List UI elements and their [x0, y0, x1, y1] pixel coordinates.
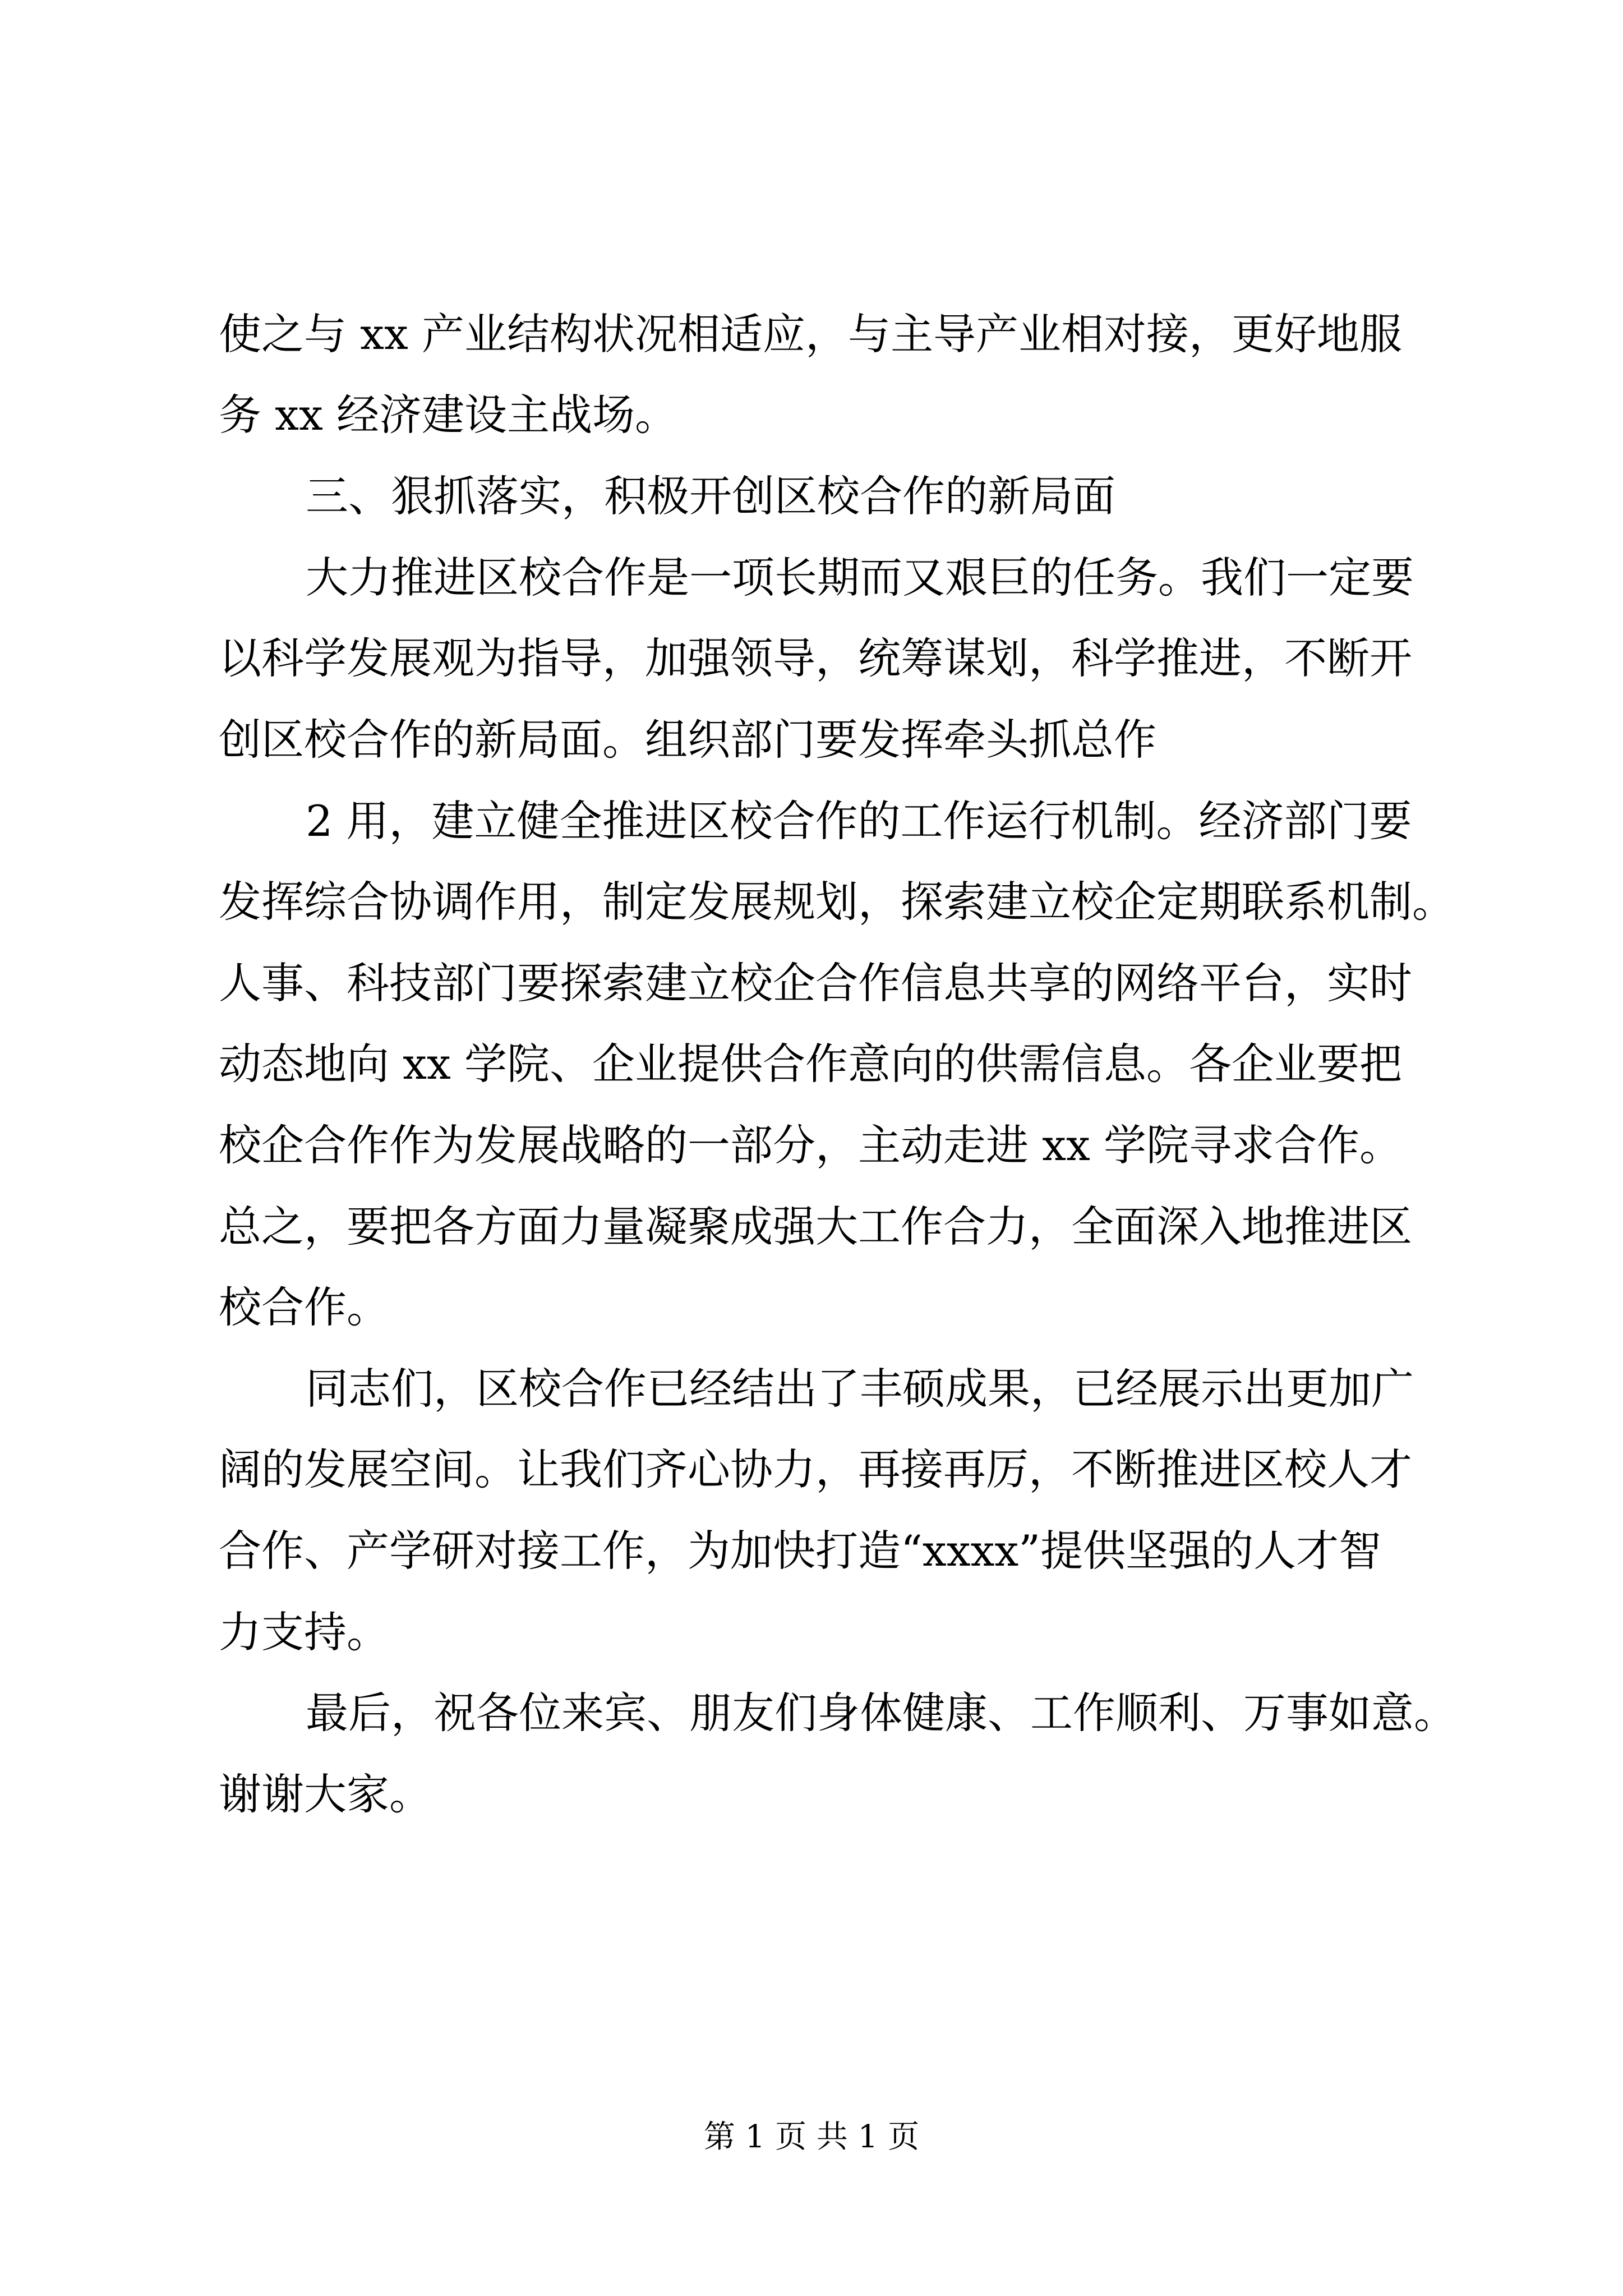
body-text-line: 阔的发展空间。让我们齐心协力，再接再厉，不断推进区校人才: [219, 1444, 1412, 1494]
body-text-line: 总之，要把各方面力量凝聚成强大工作合力，全面深入地推进区: [219, 1202, 1412, 1251]
body-text-line: 以科学发展观为指导，加强领导，统筹谋划，科学推进，不断开: [219, 633, 1412, 683]
section-heading: 三、狠抓落实，积极开创区校合作的新局面: [306, 471, 1115, 521]
body-text-line: 力支持。: [219, 1607, 389, 1657]
body-text-line: 大力推进区校合作是一项长期而又艰巨的任务。我们一定要: [306, 553, 1414, 602]
body-text-line: 最后，祝各位来宾、朋友们身体健康、工作顺利、万事如意。: [306, 1688, 1456, 1738]
body-text-line: 同志们，区校合作已经结出了丰硕成果，已经展示出更加广: [306, 1364, 1414, 1414]
body-text-line: 使之与 xx 产业结构状况相适应，与主导产业相对接，更好地服: [219, 309, 1403, 359]
page-footer: 第 1 页 共 1 页: [703, 2119, 920, 2155]
body-text-line: 2 用，建立健全推进区校合作的工作运行机制。经济部门要: [306, 796, 1412, 846]
body-text-line: 人事、科技部门要探索建立校企合作信息共享的网络平台，实时: [219, 958, 1412, 1008]
body-text-line: 校合作。: [219, 1282, 389, 1332]
body-text-line: 合作、产学研对接工作，为加快打造“xxxx”提供坚强的人才智: [219, 1526, 1382, 1576]
body-text-line: 务 xx 经济建设主战场。: [219, 390, 678, 440]
body-text-line: 谢谢大家。: [219, 1769, 432, 1819]
body-text-line: 动态地向 xx 学院、企业提供合作意向的供需信息。各企业要把: [219, 1039, 1403, 1089]
body-text-line: 创区校合作的新局面。组织部门要发挥牵头抓总作: [219, 715, 1156, 765]
body-text-line: 校企合作作为发展战略的一部分，主动走进 xx 学院寻求合作。: [219, 1120, 1403, 1170]
body-text-line: 发挥综合协调作用，制定发展规划，探索建立校企定期联系机制。: [219, 877, 1455, 927]
